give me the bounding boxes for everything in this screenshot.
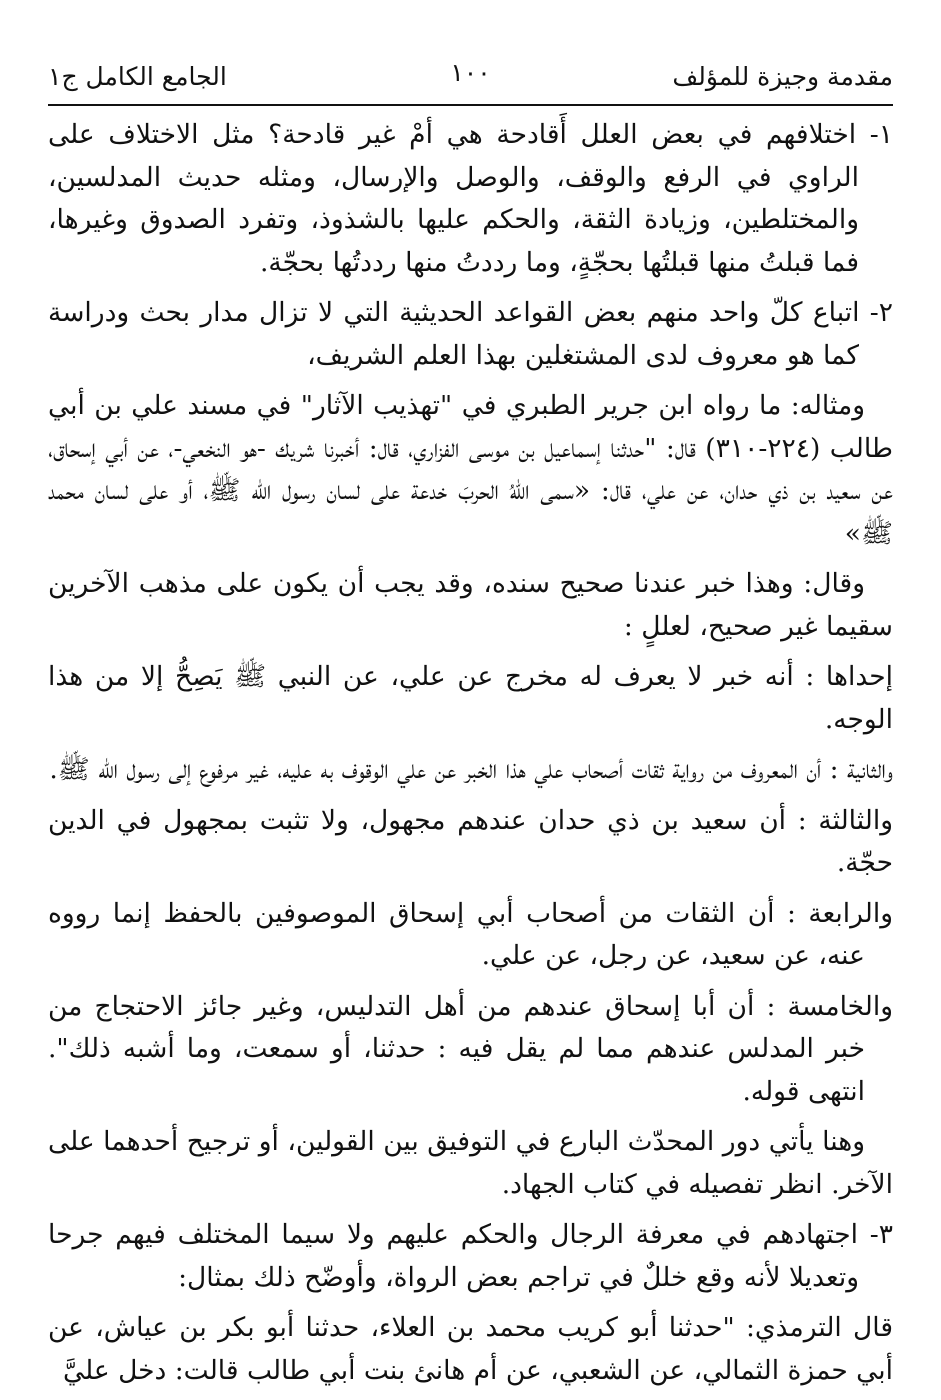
paragraph-reason-4: والرابعة : أن الثقات من أصحاب أبي إسحاق الموصوفين بالحفظ إنما رووه عنه، عن سعيد، عن رجل، عن علي. — [48, 897, 893, 971]
paragraph-example: ومثاله: ما رواه ابن جرير الطبري في "تهذيب الآثار" في مسند علي بن أبي طالب (٢٢٤-٣١٠) قال: "حدثنا إسماعيل بن موسى الفزاري، قال: أخبرنا شريك -هو النخعي-، عن أبي إسحاق، عن سعيد بن ذي حدان، عن علي، قال: «سمى اللهُ الحربَ خدعة على لسان رسول الله ﷺ، أو على لسان محمد ﷺ» — [48, 390, 893, 549]
paragraph-item-3: ٣- اجتهادهم في معرفة الرجال والحكم عليهم ولا سيما المختلف فيهم جرحا وتعديلا لأنه وقع خللٌ في تراجم بعض الرواة، وأوضّح ذلك بمثال: — [48, 1219, 893, 1293]
paragraph-item-1: ١- اختلافهم في بعض العلل أَقادحة هي أمْ غير قادحة؟ مثل الاختلاف على الراوي في الرفع والوقف، والوصل والإرسال، ومثله حديث المدلسين، والمختلطين، وزيادة الثقة، والحكم عليها بالشذوذ، وتفرد الصدوق وغيرها، فما قبلتُ منها قبلتُها بحجّةٍ، وما رددتُ منها رددتُها بحجّة. — [48, 119, 893, 278]
header-rule — [48, 104, 893, 106]
paragraph-reason-2: والثانية : أن المعروف من رواية ثقات أصحاب علي هذا الخبر عن علي الوقوف به عليه، غير مرفوع إلى رسول الله ﷺ. — [49, 754, 893, 785]
running-header — [48, 54, 893, 98]
header-book-title: الجامع الكامل ج١ — [48, 61, 227, 91]
paragraph-tabari-comment: وقال: وهذا خبر عندنا صحيح سنده، وقد يجب أن يكون على مذهب الآخرين سقيما غير صحيح، لعللٍ : — [48, 568, 893, 642]
page-number: ١٠٠ — [450, 58, 491, 87]
paragraph-reason-3: والثالثة : أن سعيد بن ذي حدان عندهم مجهول، ولا تثبت بمجهول في الدين حجّة. — [48, 804, 893, 878]
paragraph-tirmidhi: قال الترمذي: "حدثنا أبو كريب محمد بن العلاء، حدثنا أبو بكر بن عياش، عن أبي حمزة الثمالي، عن الشعبي، عن أم هانئ بنت أبي طالب قالت: دخل عليَّ — [48, 1312, 893, 1386]
paragraph-reason-1: إحداها : أنه خبر لا يعرف له مخرج عن علي، عن النبي ﷺ يَصِحُّ إلا من هذا الوجه. — [48, 661, 893, 735]
header-section-title: مقدمة وجيزة للمؤلف — [672, 61, 893, 91]
page-body — [48, 114, 893, 1400]
paragraph-reason-5: والخامسة : أن أبا إسحاق عندهم من أهل التدليس، وغير جائز الاحتجاج من خبر المدلس عندهم مما لم يقل فيه : حدثنا، أو سمعت، وما أشبه ذلك". انتهى قوله. — [48, 990, 893, 1107]
paragraph-muhaddith-role: وهنا يأتي دور المحدّث البارع في التوفيق بين القولين، أو ترجيح أحدهما على الآخر. انظر تفصيله في كتاب الجهاد. — [48, 1126, 893, 1200]
paragraph-item-2: ٢- اتباع كلّ واحد منهم بعض القواعد الحديثية التي لا تزال مدار بحث ودراسة كما هو معروف لدى المشتغلين بهذا العلم الشريف، — [48, 297, 893, 371]
